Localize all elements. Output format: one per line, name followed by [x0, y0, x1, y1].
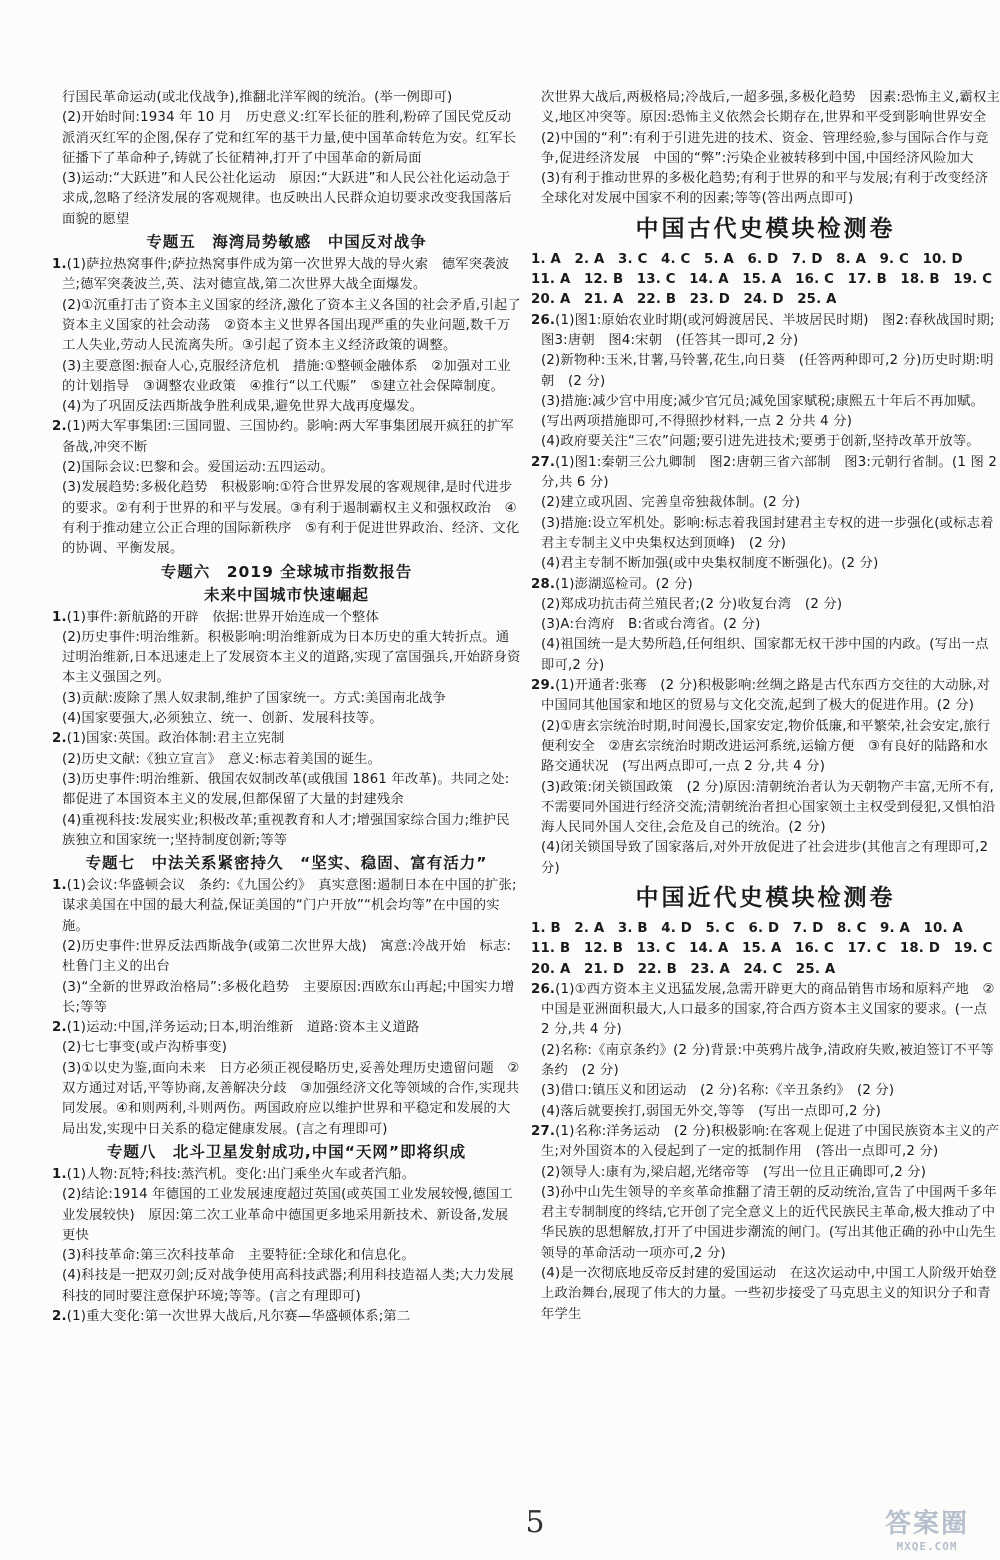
answer-text: (4)闭关锁国导致了国家落后,对外开放促进了社会进步(其他言之有理即可,2 分) — [541, 840, 989, 876]
question-answer — [531, 676, 1000, 717]
answer-paragraph — [52, 628, 521, 689]
question-number: 28. — [531, 576, 556, 592]
choice-answer-row: 11. A 12. B 13. C 14. A 15. A 16. C 17. B 18. B 19. C — [531, 272, 993, 288]
answer-paragraph — [52, 478, 521, 559]
answer-paragraph — [52, 811, 521, 852]
answer-text: (4)君主专制不断加强(或中央集权制度不断强化)。(2 分) — [541, 556, 879, 572]
answer-paragraph — [52, 169, 521, 230]
answer-paragraph — [52, 397, 521, 417]
answer-text: (4)科技是一把双刃剑;反对战争使用高科技武器;利用科技造福人类;大力发展科技的同时要注意保护环境;等等。(言之有理即可) — [62, 1268, 514, 1304]
answer-text: (3)借口:镇压义和团运动 (2 分)名称:《辛丑条约》 (2 分) — [541, 1083, 895, 1099]
question-answer — [531, 311, 1000, 352]
answer-text: (1)事件:新航路的开辟 依据:世界开始连成一个整体 — [66, 609, 379, 625]
question-answer — [52, 1307, 521, 1327]
answer-text: (1)会议:华盛顿会议 条约:《九国公约》 真实意图:遏制日本在中国的扩张;谋求美国在中国的最大利益,保证美国的“门户开放”“机会均等”在中国的实施。 — [62, 878, 517, 934]
answer-text: (3)①以史为鉴,面向未来 日方必须正视侵略历史,妥善处理历史遗留问题 ②双方通过对话,平等协商,友善解决分歧 ③加强经济文化等领域的合作,实现共同发展。④和则两利,斗则两伤。两国政府应以维护世界和平稳定和发展的大局出发,实现中日关系的稳定健康发展。(言之有理即可) — [62, 1060, 520, 1137]
answer-paragraph — [531, 1102, 1000, 1122]
answer-text: (2)历史文献:《独立宣言》 意义:标志着美国的诞生。 — [62, 751, 382, 767]
answer-paragraph — [52, 108, 521, 169]
answer-paragraph — [531, 838, 1000, 879]
answer-text: (1)开通者:张骞 (2 分)积极影响:丝绸之路是古代东西方交往的大动脉,对中国同其他国家和地区的贸易与文化交流,起到了极大的促进作用。(2 分) — [541, 678, 991, 714]
answer-text: (3)主要意图:振奋人心,克服经济危机 措施:①整顿金融体系 ②加强对工业的计划指导 ③调整农业政策 ④推行“以工代赈” ⑤建立社会保障制度。 — [62, 358, 511, 394]
question-answer — [52, 876, 521, 937]
answer-paragraph — [52, 296, 521, 357]
question-answer — [531, 1122, 1000, 1163]
answer-paragraph — [531, 778, 1000, 839]
answer-paragraph — [52, 1185, 521, 1246]
answer-text: (2)领导人:康有为,梁启超,光绪帝等 (写出一位且正确即可,2 分) — [541, 1164, 927, 1180]
answer-text: (3)有利于推动世界的多极化趋势;有利于世界的和平与发展;有利于改变经济全球化对发展中国家不利的因素;等等(答出两点即可) — [541, 171, 989, 207]
choice-answer-row: 1. A 2. A 3. C 4. C 5. A 6. D 7. D 8. A 9. C 10. D — [531, 251, 963, 267]
answer-text: (3)A:台湾府 B:省或台湾省。(2 分) — [541, 617, 761, 633]
answer-paragraph — [52, 458, 521, 478]
answer-paragraph — [531, 635, 1000, 676]
answer-paragraph — [52, 978, 521, 1019]
question-answer — [531, 575, 1000, 595]
answer-text: (1)运动:中国,洋务运动;日本,明治维新 道路:资本主义道路 — [66, 1020, 420, 1036]
question-number: 2. — [52, 1309, 67, 1325]
watermark-logo — [862, 1502, 992, 1554]
question-number: 1. — [52, 878, 67, 894]
question-number: 2. — [52, 419, 67, 435]
answer-paragraph — [531, 595, 1000, 615]
section-heading: 中国古代史模块检测卷 — [635, 214, 896, 242]
answer-paragraph — [52, 1266, 521, 1307]
answer-text: (4)祖国统一是大势所趋,任何组织、国家都无权干涉中国的内政。(写出一点即可,2 分) — [541, 637, 989, 673]
answer-text: (4)政府要关注“三农”问题;要引进先进技术;要勇于创新,坚持改革开放等。 — [541, 434, 980, 450]
answer-text: (3)措施:设立军机处。影响:标志着我国封建君主专权的进一步强化(或标志着君主专制主义中央集权达到顶峰) (2 分) — [541, 515, 994, 551]
answer-text: (1)两大军事集团:三国同盟、三国协约。影响:两大军事集团展开疯狂的扩军备战,冲突不断 — [62, 419, 514, 455]
answer-paragraph — [52, 1038, 521, 1058]
answer-paragraph — [52, 357, 521, 398]
answer-text: (3)措施:减少宫中用度;减少官冗员;减免国家赋税;康熙五十年后不再加赋。(写出两项措施即可,不得照抄材料,一点 2 分共 4 分) — [541, 393, 985, 430]
question-answer — [52, 729, 521, 749]
answer-text: (3)“全新的世界政治格局”:多极化趋势 主要原因:西欧东山再起;中国实力增长;等等 — [62, 979, 515, 1015]
section-heading: 专题八 北斗卫星发射成功,中国“天网”即将织成 — [106, 1142, 467, 1161]
choice-answer-row: 11. B 12. B 13. C 14. A 15. A 16. C 17. C 18. D 19. C — [531, 941, 993, 957]
question-number: 27. — [531, 454, 556, 470]
section-heading: 未来中国城市快速崛起 — [203, 585, 369, 604]
answer-text: (1)人物:瓦特;科技:蒸汽机。变化:出门乘坐火车或者汽船。 — [66, 1166, 416, 1182]
answer-text: (2)建立或巩固、完善皇帝独裁体制。(2 分) — [541, 495, 801, 511]
answer-text: (2)新物种:玉米,甘薯,马铃薯,花生,向日葵 (任答两种即可,2 分)历史时期:明朝 (2 分) — [541, 353, 994, 389]
answer-text: (1)图1:原始农业时期(或河姆渡居民、半坡居民时期) 图2:春秋战国时期;图3:唐朝 图4:宋朝 (任答其一即可,2 分) — [541, 312, 995, 348]
answer-text: (3)孙中山先生领导的辛亥革命推翻了清王朝的反动统治,宣告了中国两千多年君主专制制度的终结,它开创了完全意义上的近代民族民主革命,极大推动了中华民族的思想解放,打开了中国进步潮流的闸门。(写出其他正确的孙中山先生领导的革命活动一项亦可,2 分) — [541, 1184, 997, 1261]
question-answer — [52, 608, 521, 628]
answer-paragraph — [531, 432, 1000, 452]
choice-answer-row: 20. A 21. A 22. B 23. D 24. D 25. A — [531, 292, 837, 308]
answer-text: (2)七七事变(或卢沟桥事变) — [62, 1040, 228, 1056]
answer-text: (4)落后就要挨打,弱国无外交,等等 (写出一点即可,2 分) — [541, 1103, 882, 1119]
answer-paragraph — [531, 169, 1000, 210]
answer-paragraph — [531, 717, 1000, 778]
answer-paragraph — [531, 1163, 1000, 1183]
section-heading: 专题五 海湾局势敏感 中国反对战争 — [146, 233, 427, 252]
answer-paragraph — [531, 88, 1000, 129]
question-answer — [531, 453, 1000, 494]
question-number: 27. — [531, 1123, 556, 1139]
question-number: 29. — [531, 678, 556, 694]
answer-text: (4)重视科技:发展实业;积极改革;重视教育和人才;增强国家综合国力;维护民族独立和国家统一;坚持制度创新;等等 — [62, 812, 510, 848]
answer-paragraph — [531, 1081, 1000, 1101]
section-heading: 中国近代史模块检测卷 — [635, 883, 896, 911]
answer-text: (1)萨拉热窝事件;萨拉热窝事件成为第一次世界大战的导火索 德军突袭波兰;德军突袭波兰,英、法对德宣战,第二次世界大战全面爆发。 — [62, 257, 510, 293]
answer-paragraph — [531, 615, 1000, 635]
question-number: 26. — [531, 981, 556, 997]
answer-paragraph — [52, 1059, 521, 1140]
answer-paragraph — [52, 1246, 521, 1266]
answer-paragraph — [52, 709, 521, 729]
answer-text: (3)贡献:废除了黑人奴隶制,维护了国家统一。方式:美国南北战争 — [62, 690, 447, 706]
answer-paragraph — [531, 1264, 1000, 1325]
answer-text: (3)科技革命:第三次科技革命 主要特征:全球化和信息化。 — [62, 1248, 415, 1264]
answer-page — [52, 88, 1000, 1540]
question-answer — [52, 1165, 521, 1185]
watermark-text: 答案圈 — [884, 1509, 969, 1539]
right-column — [531, 88, 1000, 1540]
choice-answer-row: 1. B 2. A 3. B 4. D 5. C 6. D 7. D 8. C 9. A 10. A — [531, 920, 964, 936]
question-number: 2. — [52, 1020, 67, 1036]
answer-text: (2)历史事件:明治维新。积极影响:明治维新成为日本历史的重大转折点。通过明治维新,日本迅速走上了发展资本主义的道路,实现了富国强兵,开始跻身资本主义强国之列。 — [62, 629, 521, 686]
answer-text: (1)澎湖巡检司。(2 分) — [555, 576, 693, 592]
answer-text: (2)结论:1914 年德国的工业发展速度超过英国(或英国工业发展较慢,德国工业发展较快) 原因:第二次工业革命中德国更多地采用新技术、新设备,发展更快 — [62, 1187, 513, 1243]
answer-paragraph — [531, 1183, 1000, 1264]
answer-text: (1)①西方资本主义迅猛发展,急需开辟更大的商品销售市场和原料产地 ②中国是亚洲面积最大,人口最多的国家,符合西方资本主义国家的要求。(一点 2 分,共 4 分) — [541, 981, 995, 1038]
answer-paragraph — [531, 1041, 1000, 1082]
answer-text: (2)①唐玄宗统治时期,时间漫长,国家安定,物价低廉,和平繁荣,社会安定,旅行便利安全 ②唐玄宗统治时期改进运河系统,运输方便 ③有良好的陆路和水路交通状况 (写出两点即可,一点 2 分,共 4 分) — [541, 718, 991, 775]
question-answer — [52, 417, 521, 458]
answer-text: (2)国际会议:巴黎和会。爱国运动:五四运动。 — [62, 460, 334, 476]
answer-text: (2)名称:《南京条约》(2 分)背景:中英鸦片战争,清政府失败,被迫签订不平等条约 (2 分) — [541, 1042, 994, 1079]
answer-paragraph — [531, 514, 1000, 555]
answer-paragraph — [531, 351, 1000, 392]
answer-paragraph — [531, 129, 1000, 170]
answer-text: (2)①沉重打击了资本主义国家的经济,激化了资本主义各国的社会矛盾,引起了资本主义国家的社会动荡 ②资本主义世界各国出现严重的失业问题,数千万工人失业,劳动人民流离失所。③引起了资本主义经济政策的调整。 — [62, 297, 521, 354]
answer-text: (4)为了巩固反法西斯战争胜利成果,避免世界大战再度爆发。 — [62, 399, 424, 415]
answer-text: (2)郑成功抗击荷兰殖民者;(2 分)收复台湾 (2 分) — [541, 596, 843, 612]
answer-text: (3)历史事件:明治维新、俄国农奴制改革(或俄国 1861 年改革)。共同之处:都促进了本国资本主义的发展,但都保留了大量的封建残余 — [62, 771, 510, 808]
answer-text: (4)是一次彻底地反帝反封建的爱国运动 在这次运动中,中国工人阶级开始登上政治舞台,展现了伟大的力量。一些初步接受了马克思主义的知识分子和青年学生 — [541, 1266, 997, 1322]
question-number: 1. — [52, 1166, 67, 1182]
question-number: 2. — [52, 731, 67, 747]
question-number: 1. — [52, 609, 67, 625]
answer-text: (1)图1:秦朝三公九卿制 图2:唐朝三省六部制 图3:元朝行省制。(1 图 2 分,共 6 分) — [541, 454, 998, 491]
answer-text: (3)发展趋势:多极化趋势 积极影响:①符合世界发展的客观规律,是时代进步的要求。②有利于世界的和平与发展。③有利于遏制霸权主义和强权政治 ④有利于推动建立公正合理的国际新秩序 ⑤有利于促进世界政治、经济、文化的协调、平衡发展。 — [62, 480, 520, 557]
answer-paragraph — [52, 770, 521, 811]
answer-paragraph — [52, 88, 521, 108]
section-heading: 专题六 2019 全球城市指数报告 — [160, 562, 413, 581]
choice-answer-row: 20. A 21. D 22. B 23. A 24. C 25. A — [531, 961, 836, 977]
answer-text: (1)重大变化:第一次世界大战后,凡尔赛—华盛顿体系;第二 — [66, 1309, 411, 1325]
answer-text: (3)政策:闭关锁国政策 (2 分)原因:清朝统治者认为天朝物产丰富,无所不有,不需要同外国进行经济交流;清朝统治者担心国家领土主权受到侵犯,又惧怕沿海人民同外国人交往,会危及自己的统治。(2 分) — [541, 779, 996, 836]
question-answer — [52, 255, 521, 296]
watermark-domain: MXQE.COM — [896, 1540, 958, 1553]
page-mark: 5 — [525, 1505, 545, 1540]
answer-text: (1)国家:英国。政治体制:君主立宪制 — [66, 731, 285, 747]
answer-text: (2)历史事件:世界反法西斯战争(或第二次世界大战) 寓意:冷战开始 标志:杜鲁门主义的出台 — [62, 938, 512, 975]
answer-text: (1)名称:洋务运动 (2 分)积极影响:在客观上促进了中国民族资本主义的产生;对外国资本的入侵起到了一定的抵制作用 (答出一点即可,2 分) — [541, 1123, 1000, 1160]
question-number: 26. — [531, 312, 556, 328]
answer-text: (3)运动:“大跃进”和人民公社化运动 原因:“大跃进”和人民公社化运动急于求成,忽略了经济发展的客观规律。也反映出人民群众迫切要求改变我国落后面貌的愿望 — [62, 171, 512, 227]
question-number: 1. — [52, 257, 67, 273]
question-answer — [52, 1018, 521, 1038]
left-column — [52, 88, 521, 1540]
answer-paragraph — [531, 554, 1000, 574]
answer-paragraph — [52, 689, 521, 709]
answer-text: 次世界大战后,两极格局;冷战后,一超多强,多极化趋势 因素:恐怖主义,霸权主义,地区冲突等。原因:恐怖主义依然会长期存在,世界和平受到影响世界安全 — [541, 90, 1000, 126]
section-heading: 专题七 中法关系紧密持久 “坚实、稳固、富有活力” — [85, 854, 488, 873]
answer-paragraph — [531, 493, 1000, 513]
answer-text: (4)国家要强大,必须独立、统一、创新、发展科技等。 — [62, 711, 383, 727]
answer-paragraph — [531, 392, 1000, 433]
question-answer — [531, 980, 1000, 1041]
answer-text: 行国民革命运动(或北伐战争),推翻北洋军阀的统治。(举一例即可) — [62, 90, 453, 105]
answer-text: (2)开始时间:1934 年 10 月 历史意义:红军长征的胜利,粉碎了国民党反动派消灭红军的企图,保存了党和红军的基干力量,使中国革命转危为安。红军长征播下了革命种子,铸就了长征精神,打开了中国革命的新局面 — [62, 110, 517, 166]
answer-paragraph — [52, 750, 521, 770]
answer-paragraph — [52, 937, 521, 978]
answer-text: (2)中国的“利”:有利于引进先进的技术、资金、管理经验,参与国际合作与竞争,促进经济发展 中国的“弊”:污染企业被转移到中国,中国经济风险加大 — [541, 130, 989, 166]
